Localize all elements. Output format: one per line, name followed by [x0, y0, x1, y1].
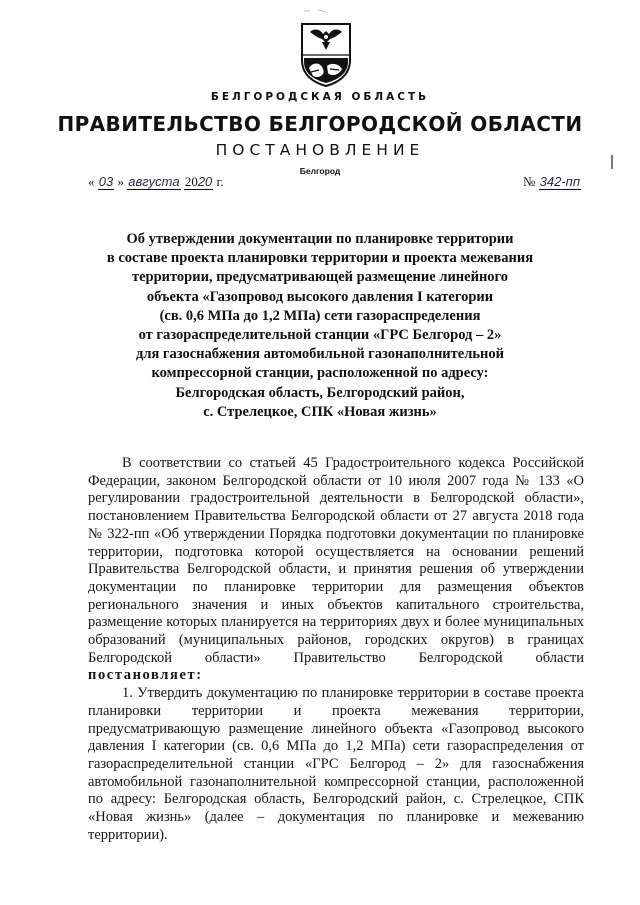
document-title — [100, 230, 540, 422]
date-year-hand: 20 — [197, 174, 213, 189]
city-name: Белгород — [299, 166, 341, 176]
preamble-text: В соответствии со статьей 45 Градостроительного кодекса Российской Федерации, законом Белгородской области от 10 июля 2007 года № 133 «О регулировании градостроительной деятельности в Белгородской области», постановлением Правительства Белгородской области от 27 августа 2018 года № 322-пп «Об утверждении Порядка подготовки документации по планировке территории, подготовка которой осуществляется на основании решений Правительства Белгородской области, и принятия решения об утверждении документации по планировке территории для размещения объектов регионального значения и иных объектов капитального строительства, размещение которых планируется на территориях двух и более муниципальных образований (муниципальных районов, городских округов) в границах Белгородской области» Правительство Белгородской области — [88, 455, 584, 666]
region-name: БЕЛГОРОДСКАЯ ОБЛАСТЬ — [210, 91, 430, 103]
title-line: Белгородская область, Белгородский район, — [175, 384, 465, 401]
title-line: в составе проекта планировки территории и проекта межевания — [106, 250, 534, 267]
title-line: объекта «Газопровод высокого давления I категории — [146, 288, 494, 305]
date-day: 03 — [98, 174, 114, 189]
title-line: (св. 0,6 МПа до 1,2 МПа) сети газораспределения — [159, 307, 481, 324]
item-1-paragraph: 1. Утвердить документацию по планировке территории в составе проекта планировки территории и проекта межевания территории, предусматривающую размещение линейного объекта «Газопровод высокого давления I категории (св. 0,6 МПа до 1,2 МПа) сети газораспределения от газораспределительной станции «ГРС Белгород – 2» для газоснабжения автомобильной газонаполнительной компрессорной станции, расположенной по адресу: Белгородская область, Белгородский район, с. Стрелецкое, СПК «Новая жизнь» (далее – документация по планировке и межеванию территории). — [88, 685, 584, 843]
document-date — [88, 174, 224, 190]
document-type: ПОСТАНОВЛЕНИЕ — [215, 141, 425, 159]
government-name: ПРАВИТЕЛЬСТВО БЕЛГОРОДСКОЙ ОБЛАСТИ — [57, 112, 583, 136]
date-year-prefix: 20 — [184, 174, 198, 189]
date-month: августа — [128, 174, 180, 189]
document-body — [88, 455, 584, 844]
title-line: для газоснабжения автомобильной газонаполнительной — [135, 346, 504, 363]
date-open-quote: « — [88, 174, 95, 189]
title-line: Об утверждении документации по планировке территории — [126, 231, 514, 247]
coat-of-arms-icon — [299, 22, 353, 88]
preamble-paragraph — [88, 455, 584, 685]
date-year-suffix: г. — [216, 174, 224, 189]
title-line: компрессорной станции, расположенной по адресу: — [151, 365, 489, 382]
scan-mark — [302, 8, 328, 14]
number-value: 342-пп — [539, 174, 580, 189]
scan-tick — [611, 155, 613, 169]
number-prefix: № — [523, 174, 536, 189]
title-line: территории, предусматривающей размещение линейного — [131, 269, 509, 286]
title-line: от газораспределительной станции «ГРС Белгород – 2» — [138, 327, 502, 344]
title-line: с. Стрелецкое, СПК «Новая жизнь» — [203, 403, 437, 420]
resolves-verb: постановляет: — [88, 667, 203, 684]
document-number — [523, 174, 581, 190]
date-close-quote: » — [117, 174, 124, 189]
